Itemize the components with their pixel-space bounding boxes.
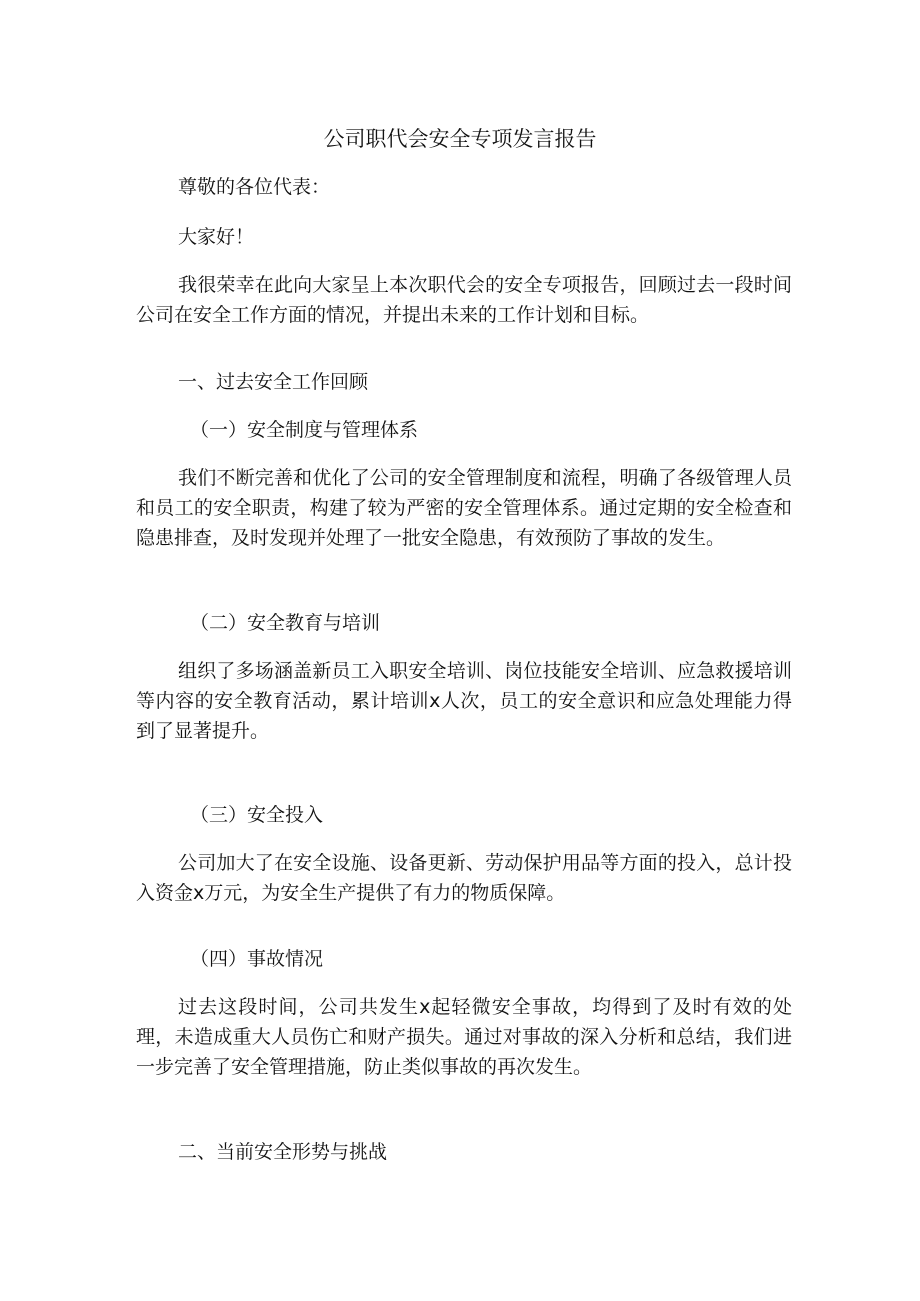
paragraph-accidents: 过去这段时间，公司共发生x起轻微安全事故，均得到了及时有效的处理，未造成重大人员伤亡和财产损失。通过对事故的深入分析和总结，我们进一步完善了安全管理措施，防止类似事故的再次发生。 — [136, 996, 792, 1078]
subsection-heading-system: （一）安全制度与管理体系 — [190, 419, 419, 441]
section-heading-review: 一、过去安全工作回顾 — [178, 371, 369, 393]
paragraph-training: 组织了多场涵盖新员工入职安全培训、岗位技能安全培训、应急救援培训等内容的安全教育活动，累计培训x人次，员工的安全意识和应急处理能力得到了显著提升。 — [136, 660, 792, 742]
paragraph-system: 我们不断完善和优化了公司的安全管理制度和流程，明确了各级管理人员和员工的安全职责，构建了较为严密的安全管理体系。通过定期的安全检查和隐患排查，及时发现并处理了一批安全隐患，有效预防了事故的发生。 — [136, 467, 792, 549]
section-heading-challenges: 二、当前安全形势与挑战 — [178, 1141, 388, 1163]
intro-paragraph: 我很荣幸在此向大家呈上本次职代会的安全专项报告，回顾过去一段时间公司在安全工作方面的情况，并提出未来的工作计划和目标。 — [136, 274, 792, 326]
subsection-heading-investment: （三）安全投入 — [190, 804, 324, 826]
paragraph-investment: 公司加大了在安全设施、设备更新、劳动保护用品等方面的投入，总计投入资金x万元，为安全生产提供了有力的物质保障。 — [136, 852, 792, 904]
salutation: 尊敬的各位代表： — [178, 176, 331, 198]
subsection-heading-training: （二）安全教育与培训 — [190, 612, 381, 634]
subsection-heading-accidents: （四）事故情况 — [190, 948, 324, 970]
page-title: 公司职代会安全专项发言报告 — [323, 127, 597, 151]
greeting: 大家好！ — [178, 226, 255, 248]
